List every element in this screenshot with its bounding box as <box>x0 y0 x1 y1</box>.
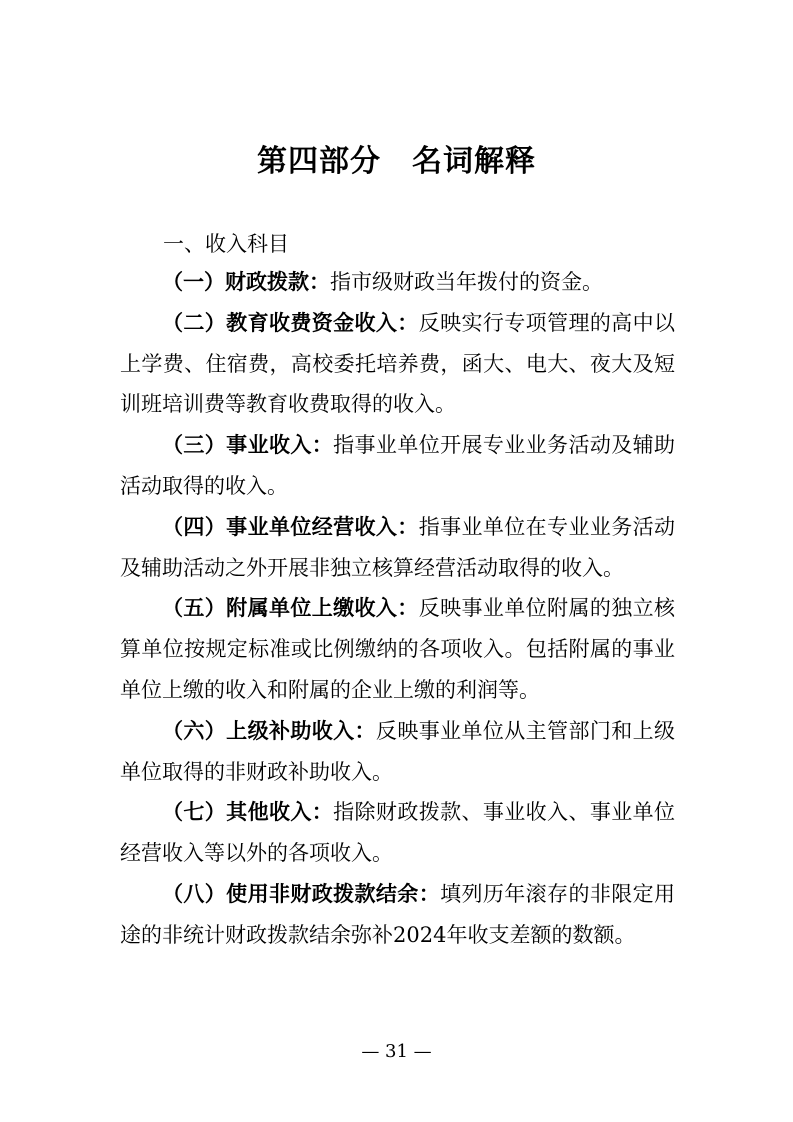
page-number: — 31 — <box>361 1041 432 1062</box>
definition-item <box>120 507 675 589</box>
definition-text: 反映实行专项管理的高中以上学费、住宿费，高校委托培养费，函大、电大、夜大及短训班培训费等教育收费取得的收入。 <box>120 310 676 417</box>
definition-text: 填列历年滚存的非限定用途的非统计财政拨款结余弥补2024年收支差额的数额。 <box>120 881 676 947</box>
definition-item <box>120 303 675 425</box>
definition-text: 指除财政拨款、事业收入、事业单位经营收入等以外的各项收入。 <box>120 800 676 866</box>
definition-term: （四）事业单位经营收入： <box>162 514 419 539</box>
definition-term: （三）事业收入： <box>162 433 334 458</box>
definition-text: 反映事业单位附属的独立核算单位按规定标准或比例缴纳的各项收入。包括附属的事业单位上缴的收入和附属的企业上缴的利润等。 <box>120 596 676 702</box>
definition-text: 指市级财政当年拨付的资金。 <box>330 270 603 294</box>
definition-text: 指事业单位在专业业务活动及辅助活动之外开展非独立核算经营活动取得的收入。 <box>120 514 676 580</box>
definition-item <box>120 262 675 303</box>
definition-item <box>120 425 675 507</box>
definition-term: （五）附属单位上缴收入： <box>162 596 419 621</box>
definition-item <box>120 711 675 793</box>
definition-term: （八）使用非财政拨款结余： <box>162 881 441 906</box>
section-heading: 一、收入科目 <box>163 232 289 256</box>
definition-term: （七）其他收入： <box>162 800 334 825</box>
definition-term: （六）上级补助收入： <box>162 718 376 743</box>
definition-term: （一）财政拨款： <box>162 270 330 294</box>
page-title: 第四部分 名词解释 <box>257 144 536 179</box>
definition-text: 指事业单位开展专业业务活动及辅助活动取得的收入。 <box>120 433 676 498</box>
definition-item <box>120 792 675 874</box>
definition-text: 反映事业单位从主管部门和上级单位取得的非财政补助收入。 <box>120 718 676 784</box>
definitions-list <box>120 262 675 956</box>
definition-item <box>120 588 675 710</box>
definition-term: （二）教育收费资金收入： <box>162 310 419 335</box>
definition-item <box>120 874 675 956</box>
